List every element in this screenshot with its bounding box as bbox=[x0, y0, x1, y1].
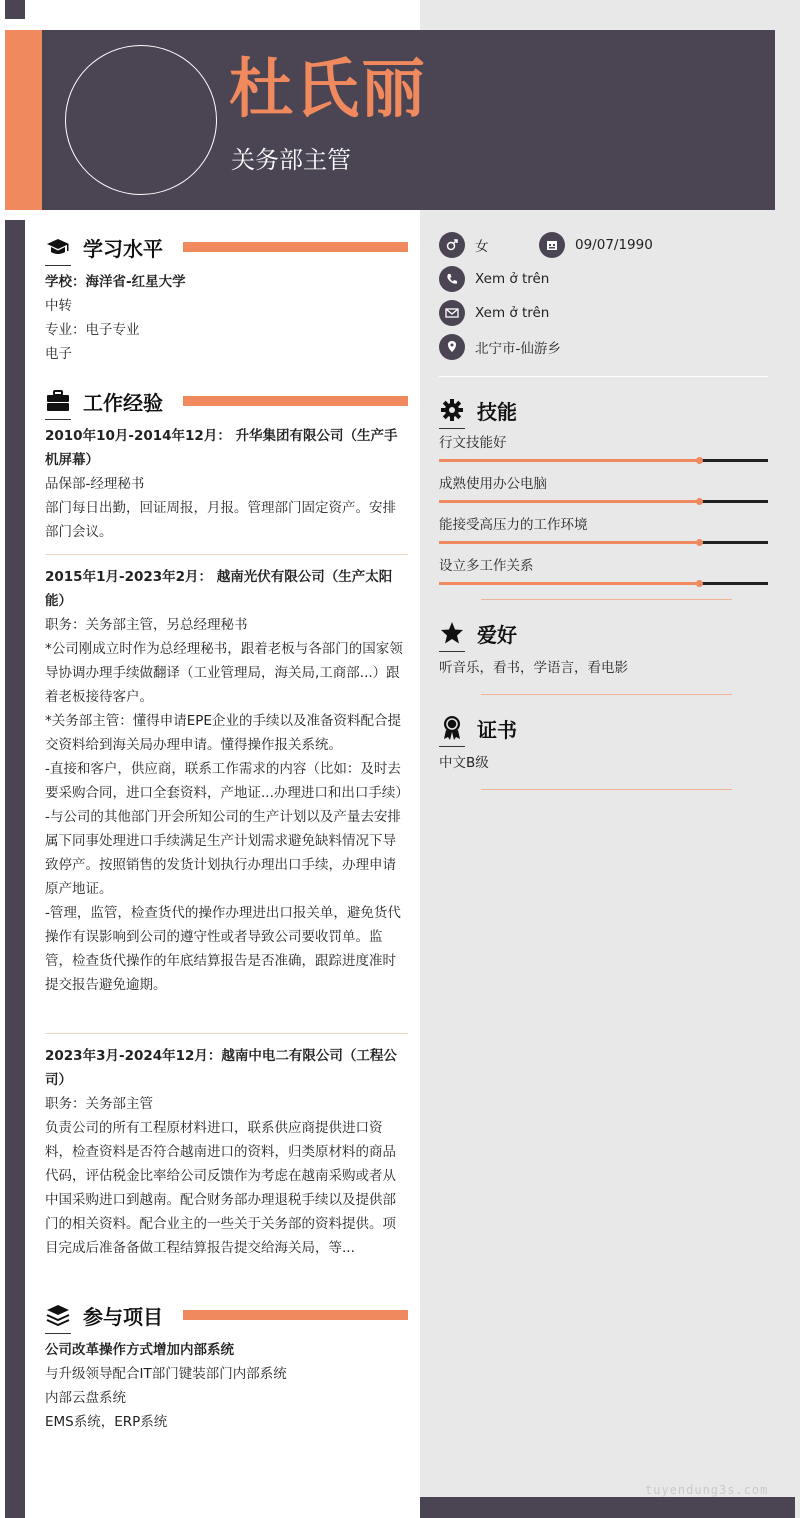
skill-level-bar bbox=[439, 541, 768, 544]
skill-level-knob bbox=[696, 580, 703, 587]
project-line: 与升级领导配合IT部门键装部门内部系统 bbox=[45, 1366, 287, 1382]
experience-title: 工作经验 bbox=[83, 390, 163, 415]
experience-title-bar bbox=[183, 396, 408, 406]
candidate-name: 杜氏丽 bbox=[229, 53, 427, 127]
personal-info-row bbox=[439, 228, 768, 262]
hobbies-text: 听音乐，看书，学语言，看电影 bbox=[439, 660, 628, 676]
skills-title: 技能 bbox=[477, 399, 517, 424]
job-line: 品保部-经理秘书 bbox=[45, 476, 145, 492]
left-accent-strip bbox=[5, 220, 25, 1518]
education-title-bar bbox=[183, 242, 408, 252]
certificates-heading bbox=[439, 713, 768, 743]
resume-header bbox=[5, 30, 775, 210]
hobbies-heading bbox=[439, 618, 768, 648]
job-entry bbox=[45, 424, 408, 554]
skill-item bbox=[439, 474, 768, 503]
education-school: 学校：海洋省-红星大学 bbox=[45, 274, 186, 290]
skill-level-bar bbox=[439, 500, 768, 503]
skill-name: 行文技能好 bbox=[439, 435, 507, 451]
job-line: *公司刚成立时作为总经理秘书，跟着老板与各部门的国家领导协调办理手续做翻译（工业管理局，海关局,工商部...）跟着老板接待客户。 bbox=[45, 641, 403, 705]
address-row bbox=[439, 330, 768, 364]
job-title: 2015年1月-2023年2月： 越南光伏有限公司（生产太阳能） bbox=[45, 569, 393, 609]
job-line: *关务部主管：懂得申请EPE企业的手续以及准备资料配合提交资料给到海关局办理申请。懂得操作报关系统。 bbox=[45, 713, 401, 753]
job-entry bbox=[45, 565, 408, 1033]
hobbies-divider bbox=[481, 694, 732, 695]
bottom-accent-bar bbox=[420, 1497, 795, 1518]
projects-title-bar bbox=[183, 1310, 408, 1320]
skill-level-fill bbox=[439, 500, 699, 503]
gender-value: 女 bbox=[475, 239, 489, 255]
certificates-divider bbox=[481, 789, 732, 790]
calendar-icon bbox=[539, 232, 565, 258]
main-column bbox=[45, 232, 408, 1434]
skills-heading bbox=[439, 395, 768, 425]
contact-divider bbox=[439, 376, 768, 377]
job-divider bbox=[45, 1033, 408, 1034]
award-icon bbox=[439, 715, 465, 741]
skill-level-fill bbox=[439, 541, 699, 544]
address-value: 北宁市-仙游乡 bbox=[475, 341, 561, 357]
skill-name: 能接受高压力的工作环境 bbox=[439, 517, 588, 533]
skill-name: 成熟使用办公电脑 bbox=[439, 476, 547, 492]
job-line: -管理，监管，检查货代的操作办理进出口报关单，避免货代操作有误影响到公司的遵守性或者导致公司要收罚单。监管，检查货代操作的年底结算报告是否准确，跟踪进度准时提交报告避免逾期。 bbox=[45, 905, 401, 993]
layers-icon bbox=[45, 1302, 71, 1328]
phone-row bbox=[439, 262, 768, 296]
project-line: EMS系统，ERP系统 bbox=[45, 1414, 168, 1430]
job-line: 职务：关务部主管 bbox=[45, 1096, 153, 1112]
education-major: 专业：电子专业 bbox=[45, 322, 140, 338]
location-pin-icon bbox=[439, 334, 465, 360]
gender-icon bbox=[439, 232, 465, 258]
avatar bbox=[65, 45, 217, 195]
birthday-value: 09/07/1990 bbox=[575, 237, 653, 253]
skill-level-bar bbox=[439, 582, 768, 585]
education-field: 电子 bbox=[45, 346, 72, 362]
skill-level-fill bbox=[439, 582, 699, 585]
watermark: tuyendung3s.com bbox=[645, 1483, 769, 1497]
email-row bbox=[439, 296, 768, 330]
job-line: -直接和客户，供应商，联系工作需求的内容（比如：及时去要采购合同，进口全套资料，产地证...办理进口和出口手续） bbox=[45, 761, 409, 801]
phone-icon bbox=[439, 266, 465, 292]
skill-item bbox=[439, 433, 768, 462]
job-title: 2010年10月-2014年12月： 升华集团有限公司（生产手机屏幕） bbox=[45, 428, 398, 468]
skill-item bbox=[439, 515, 768, 544]
header-accent bbox=[5, 30, 42, 210]
job-line: 部门每日出勤，回证周报，月报。管理部门固定资产。安排部门会议。 bbox=[45, 500, 396, 540]
job-title: 2023年3月-2024年12月：越南中电二有限公司（工程公司） bbox=[45, 1048, 397, 1088]
hobbies-title: 爱好 bbox=[477, 622, 517, 647]
star-icon bbox=[439, 620, 465, 646]
mail-icon bbox=[439, 300, 465, 326]
skill-item bbox=[439, 556, 768, 585]
certificates-text: 中文B级 bbox=[439, 755, 489, 771]
projects-title: 参与项目 bbox=[83, 1304, 163, 1329]
experience-heading bbox=[45, 386, 408, 416]
skill-level-knob bbox=[696, 539, 703, 546]
graduation-cap-icon bbox=[45, 234, 71, 260]
skill-level-bar bbox=[439, 459, 768, 462]
project-name: 公司改革操作方式增加内部系统 bbox=[45, 1342, 234, 1358]
gear-icon bbox=[439, 397, 465, 423]
job-line: 职务：关务部主管，另总经理秘书 bbox=[45, 617, 248, 633]
education-level: 中转 bbox=[45, 298, 72, 314]
briefcase-icon bbox=[45, 388, 71, 414]
certificates-title: 证书 bbox=[477, 717, 517, 742]
skill-level-knob bbox=[696, 498, 703, 505]
job-line: 负责公司的所有工程原材料进口，联系供应商提供进口资料，检查资料是否符合越南进口的资料，归类原材料的商品代码，评估税金比率给公司反馈作为考虑在越南采购或者从中国采购进口到越南。配合财务部办理退税手续以及提供部门的相关资料。配合业主的一些关于关务部的资料提供。项目完成后准备备做工程结算报告提交给海关局，等... bbox=[45, 1120, 396, 1256]
skill-level-fill bbox=[439, 459, 699, 462]
email-value[interactable]: Xem ở trên bbox=[475, 305, 550, 321]
skill-level-knob bbox=[696, 457, 703, 464]
job-line: -与公司的其他部门开会所知公司的生产计划以及产量去安排属下同事处理进口手续满足生产计划需求避免缺料情况下导致停产。按照销售的发货计划执行办理出口手续，办理申请原产地证。 bbox=[45, 809, 401, 897]
education-heading bbox=[45, 232, 408, 262]
project-line: 内部云盘系统 bbox=[45, 1390, 126, 1406]
education-title: 学习水平 bbox=[83, 236, 163, 261]
skill-name: 设立多工作关系 bbox=[439, 558, 534, 574]
left-accent-strip-top bbox=[5, 0, 25, 19]
phone-value[interactable]: Xem ở trên bbox=[475, 271, 550, 287]
job-entry bbox=[45, 1044, 408, 1300]
skills-divider bbox=[481, 599, 732, 600]
job-divider bbox=[45, 554, 408, 555]
sidebar-column bbox=[439, 228, 768, 808]
candidate-title: 关务部主管 bbox=[231, 146, 351, 174]
projects-heading bbox=[45, 1300, 408, 1330]
